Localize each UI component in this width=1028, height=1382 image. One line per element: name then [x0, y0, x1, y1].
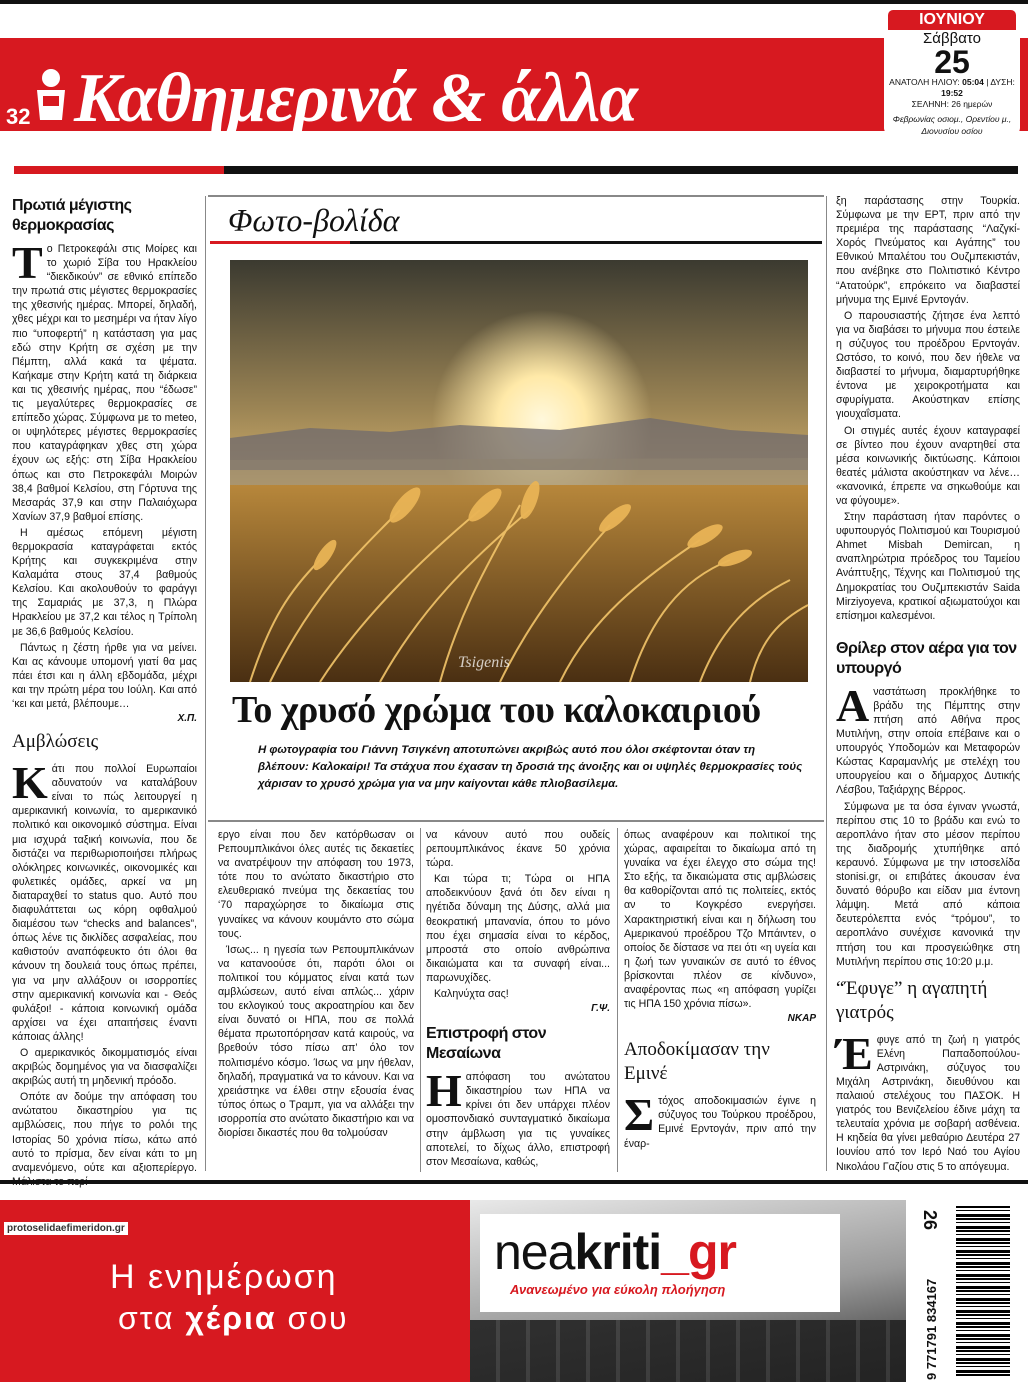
photo-bottom-rule: [208, 820, 824, 822]
heat-signature: Χ.Π.: [177, 713, 197, 725]
column-rule: [617, 828, 618, 1172]
ad-slogan-line-2: στα χέρια σου: [118, 1300, 349, 1336]
abortion-continued-4: Και τώρα τι; Τώρα οι ΗΠΑ αποδεικνύουν ξανά ότι δεν είναι η ηγέτιδα δύναμη της Δύσης, αλλά μια θεοκρατική μπανανία, όπου το μόνο που έχει σημασία είναι το κέρδος, μπροστά στο οποίο ανθρώπινα δικαιώματα και τα συναφή είναι... παρωνυχίδες.: [426, 873, 610, 984]
photo-top-rule: [208, 195, 824, 197]
name-days-2: Διονυσίου οσίου: [921, 126, 983, 136]
ad-banner: [0, 1200, 906, 1382]
headline-thriller: Θρίλερ στον αέρα για τον υπουργό: [836, 639, 1017, 677]
middle-ages-continued: όπως αναφέρουν και πολιτικοί της χώρας, αφαιρείται το δικαίωμα από τη γυναίκα να έχει έλεγχο στο σώμα της! Στο εξής, τα δικαιώματα στις αμβλώσεις θα καθορίζονται από τις πολιτείες, εκτός αν το Κογκρέσο ενεργήσει. Χαρακτηριστική είναι και η δήλωση του Αμερικανού προέδρου Τζο Μπάιντεν, ο οποίος δε δίστασε να πει ότι «η υγεία και η ζωή των γυναικών σε αυτό το έθνος βρίσκονται πλέον σε κίνδυνο», αναφέροντας πως «η απόφαση γυρίζει τις ΗΠΑ 150 χρόνια πίσω».: [624, 829, 816, 1011]
abortion-signature: Γ.Ψ.: [591, 1003, 610, 1015]
middle-column-1: [218, 828, 414, 1172]
top-rule: [0, 0, 1028, 4]
photo-headline: Το χρυσό χρώμα του καλοκαιριού: [232, 689, 761, 731]
header-underline-red: [14, 166, 224, 174]
dropcap: Η: [426, 1065, 462, 1117]
middle-ages-signature: ΝΚΑΡ: [787, 1013, 816, 1025]
column-rule: [420, 828, 421, 1172]
column-rule: [826, 196, 827, 1171]
mascot-icon: [34, 66, 68, 122]
dropcap: Α: [836, 679, 870, 731]
ad-top-rule: [0, 1180, 1028, 1184]
kicker-rule-red: [210, 241, 350, 244]
headline-doctor: “Έφυγε” η αγαπητή γιατρός: [836, 977, 988, 1023]
photo-caption: Η φωτογραφία του Γιάννη Τσιγκένη αποτυπώνει ακριβώς αυτό που όλοι σκέφτονται όταν τη βλέπουν: Καλοκαίρι! Τα στάχυα που έχασαν τη δροσιά της άνοιξης και οι υψηλές θερμοκρασίες τούς χάρισαν το χρυσό χρώμα για να μην καίγονται κάθε πλιοβασίλεμα.: [258, 744, 803, 790]
doctor-paragraph: Έφυγε από τη ζωή η γιατρός Ελένη Παπαδοπούλου-Αστρινάκη, σύζυγος του Μιχάλη Αστρινάκη, διευθύνου και παλαιού στελέχους του ΠΑΣΟΚ. Η γιατρός του Βενιζελείου έδινε μάχη τα τελευταία χρόνια με σοβαρή ασθένεια. Η κηδεία θα γίνει μεθαύριο Δευτέρα 27 Ιουνίου από τον Ιερό Ναό του Αγίου Νικολάου Γαζίου στις 5 το απόγευμα.: [836, 1027, 1020, 1173]
dropcap: Τ: [12, 237, 43, 288]
emine-continued-3: Οι στιγμές αυτές έχουν καταγραφεί σε βίντεο που έχουν αναρτηθεί στα μέσα κοινωνικής δικτύωσης. Κάποιοι θεατές μάλιστα ακούστηκαν να λένε… «κανονικά, έπρεπε να σηκωθούμε και να φύγουμε».: [836, 424, 1020, 507]
issue-number: 26: [920, 1210, 940, 1231]
sun-times: ΑΝΑΤΟΛΗ ΗΛΙΟΥ: 05:04 | ΔΥΣΗ: 19:52: [889, 77, 1015, 98]
section-title: Καθημερινά & άλλα: [74, 60, 637, 137]
date-weekday: Σάββατο: [923, 30, 981, 47]
emine-continued-4: Στην παράσταση ήταν παρόντες ο υφυπουργός Πολιτισμού και Τουρισμού Ahmet Misbah Demircan, η αναπληρώτρια πρόεδρος του Ταμείου Ανάπτυξης, Τέχνης και Πολιτισμού της Δημοκρατίας του Ουζμπεκιστάν Saida Mirziyoyeva, κρατικοί αξιωματούχοι και επίσημοι καλεσμένοι.: [836, 511, 1020, 622]
left-column: [12, 196, 197, 1174]
middle-column-3: [624, 828, 816, 1172]
dropcap: Σ: [624, 1089, 655, 1141]
date-box: [884, 6, 1020, 134]
middle-ages-paragraph: Ηαπόφαση του ανώτατου δικαστηρίου των ΗΠΑ να κρίνει ότι δεν υπάρχει πλέον ομοσπονδιακό συνταγματικό δικαίωμα στην άμβλωση για τις γυναίκες αποτελεί, το δίχως άλλο, επιστροφή στον Μεσαίωνα, καθώς,: [426, 1065, 610, 1168]
abortion-continued-1: εργο είναι που δεν κατόρθωσαν οι Ρεπουμπλικάνοι όλες αυτές τις δεκαετίες να ανατρέψουν την απόφαση του 1973, τότε που το ανώτατο δικαστήριο στο ελευθεριακό πνεύμα της δεκαετίας του ‘70 παραχώρησε το δικαίωμα στις γυναίκες να κάνουν κουμάντο στο σώμα τους.: [218, 829, 414, 940]
abortion-paragraph-1: Κάτι που πολλοί Ευρωπαίοι αδυνατούν να καταλάβουν είναι το πώς λειτουργεί η αμερικανική κοινωνία, το αμερικανικό πολιτικό και οικονομικό σύστημα. Είναι μια ισχυρά ταξική κοινωνία, που δε διστάζει να περιθωριοποιήσει πλήρως ολόκληρες κοινωνικές, οικονομικές και φυλετικές ομάδες, αρκεί να μη διαταραχθεί το status quo. Αυτό που διαφυλάττεται ως κόρη οφθαλμού διαμέσου των “checks and balances”, όπως λένε τις δικλίδες ασφαλείας, που καθιστούν αναπόφευκτο ότι όλοι θα κάνουν τη δουλειά τους όπως πρέπει, για να μην αλλάξουν οι ισορροπίες στην αμερικανική κοινωνία και - Θεός φυλάξοι! - κάποια κοινωνική ομάδα αρχίσει να έχει απαιτήσεις έναντι κάποιας άλλης!: [12, 757, 197, 1043]
ad-keyboard: [470, 1320, 906, 1382]
dropcap: Έ: [836, 1027, 873, 1079]
emine-continued-1: ξη παράστασης στην Τουρκία. Σύμφωνα με την ΕΡΤ, πριν από την πρεμιέρα της παράστασης “Λαζγκί-Χορός Πνεύματος και Αγάπης” του Εθνικού Μπαλέτου του Ουζμπεκιστάν, που ανέβηκε στο Πολιτιστικό Κέντρο “Ατατούρκ”, επρόκειτο να διαβαστεί μήνυμα της Εμινέ Ερντογάν.: [836, 195, 1020, 306]
barcode-bars: [956, 1206, 1010, 1376]
name-days-1: Φεβρωνίας οσιομ., Ορεντίου μ.,: [892, 114, 1012, 124]
heat-paragraph-1: Το Πετροκεφάλι στις Μοίρες και το χωριό Σίβα του Ηρακλείου “διεκδικούν” σε εθνικό επίπεδο την πρωτιά στις μέγιστες θερμοκρασίες της χθεσινής ημέρας. Μπορεί, δηλαδή, χθες μέχρι και το μεσημέρι να ήταν λίγο πιο “υποφερτή” η κατάσταση για μας εδώ στην Κρήτη σε σχέση με την Πέμπτη, αλλά κακά τα ψέματα. Καήκαμε στην Κρήτη κατά τη διάρκεια και τις χθεσινής ημέρας, που “έδωσε” τις μεγαλύτερες θερμοκρασίες σε επίπεδο χώρας. Σύμφωνα με το meteo, οι υψηλότερες μέγιστες θερμοκρασίες που καταγράφηκαν χθες στη χώρα έχουν ως εξής: στη Σίβα Ηρακλείου όπως και στο Πετροκεφάλι Μοιρών 38,4 βαθμοί Κελσίου, στη Γόρτυνα της Μεσαράς 37,9 και στην Παλαιόχωρα Χανίων 37,9 βαθμοί επίσης.: [12, 237, 197, 523]
ad-tagline: Ανανεωμένο για εύκολη πλοήγηση: [510, 1282, 726, 1297]
abortion-paragraph-2: Ο αμερικανικός δικομματισμός είναι ακριβώς δομημένος για να διασφαλίζει ακριβώς αυτή τη μηδενική πρόοδο.: [12, 1046, 197, 1088]
abortion-continued-3: να κάνουν αυτό που ουδείς ρεπουμπλικάνος έκανε 50 χρόνια τώρα.: [426, 829, 610, 870]
abortion-paragraph-3: Οπότε αν δούμε την απόφαση του ανώτατου δικαστηρίου για τις αμβλώσεις, που πήγε το ρολόι της Ιστορίας 50 χρόνια πίσω, κάτω από αυτό το πρίσμα, δεν είναι κάτι το μη αναμενόμενο, ούτε και αξιοπερίεργο.: [12, 1091, 197, 1174]
dropcap: Κ: [12, 757, 48, 809]
date-day: 25: [934, 44, 970, 80]
middle-column-2: [426, 828, 610, 1172]
heat-paragraph-2: Η αμέσως επόμενη μέγιστη θερμοκρασία καταγράφεται εκτός Κρήτης και συγκεκριμένα στην Καλαμάτα στους 37,4 βαθμούς Κελσίου. Και ακολουθούν το φαράγγι της Σαμαριάς με 37,3, η Πλώρα Ηρακλείου με 37,2 και τέλος η Τρίπολη με 36,6 βαθμούς Κελσίου.: [12, 526, 197, 638]
barcode: [912, 1200, 1024, 1380]
heat-paragraph-3: Πάντως η ζέστη ήρθε για να μείνει. Και ας κάνουμε υπομονή γιατί θα μας πάει έτσι και η άλλη εβδομάδα, μέχρι και την πρώτη μέρα του Ιούλη. Και από ‘κει και μετά, βλέπουμε…: [12, 641, 197, 710]
headline-heat: Πρωτιά μέγιστης θερμοκρασίας: [12, 197, 132, 234]
abortion-continued-5: Καληνύχτα σας!: [434, 988, 509, 1001]
source-tag: protoselidaefimeridon.gr: [4, 1222, 128, 1235]
photo-watermark: Tsigenis: [458, 654, 510, 671]
column-rule: [205, 196, 206, 1171]
right-column: [836, 194, 1020, 1172]
ad-brand-logo: neakriti_gr: [494, 1224, 736, 1280]
headline-middle-ages: Επιστροφή στον Μεσαίωνα: [426, 1025, 547, 1063]
headline-emine: Αποδοκίμασαν την Εμινέ: [624, 1039, 770, 1085]
barcode-digits: 9 771791 834167: [924, 1278, 939, 1380]
emine-paragraph-1: Στόχος αποδοκιμασιών έγινε η σύζυγος του Τούρκου προέδρου, Εμινέ Ερντογάν, πριν από την έναρ-: [624, 1089, 816, 1150]
ad-slogan-line-1: Η ενημέρωση: [110, 1258, 338, 1296]
thriller-paragraph-1: Αναστάτωση προκλήθηκε το βράδυ της Πέμπτης στην πτήση από Αθήνα προς Μυτιλήνη, στην οποία επέβαινε και ο υπουργός Υποδομών και Μεταφορών Κώστας Καραμανλής με στελέχη του υπουργείου και ο δήμαρχος Δυτικής Λέσβου, Ταξιάρχης Βέρρος.: [836, 679, 1020, 797]
moon-age: ΣΕΛΗΝΗ: 26 ημερών: [911, 99, 993, 109]
emine-continued-2: Ο παρουσιαστής ζήτησε ένα λεπτό για να διαβάσει το μήνυμα που έστειλε η σύζυγος του προέδρου Ερντογάν. Ωστόσο, το κοινό, που δεν ήθελε να διαβαστεί το μήνυμα, διαμαρτυρήθηκε έντονα με χειροκροτήματα και σφυρίγματα. Ακούστηκαν επίσης γιουχαΐσματα.: [836, 309, 1020, 421]
page-number: 32: [6, 104, 31, 129]
wheat-photo: [230, 260, 808, 682]
photo-kicker: Φωτο-βολίδα: [228, 202, 400, 238]
thriller-paragraph-2: Σύμφωνα με τα όσα έγιναν γνωστά, περίπου στις 10 το βράδυ και ενώ το αεροπλάνο ήταν στο μέσον περίπου της διαδρομής χτυπήθηκε από κεραυνό. Σύμφωνα με την ιστοσελίδα stonisi.gr, οι επιβάτες άκουσαν ένα δυνατό θόρυβο και είδαν μια έντονη λάμψη. Μετά από κάποια δευτερόλεπτα ενός “τρόμου”, το αεροπλάνο συνέχισε κανονικά την πτήση του και προσγειώθηκε στη Μυτιλήνη περίπου στις 10:20 μ.μ.: [836, 800, 1020, 968]
date-month: ΙΟΥΝΙΟΥ: [888, 10, 1016, 30]
headline-abortion: Αμβλώσεις: [12, 731, 99, 753]
abortion-continued-2: Ίσως... η ηγεσία των Ρεπουμπλικάνων να κατανοούσε ότι, παρότι όλοι οι πολιτικοί του κόμματος είναι κατά των αμβλώσεων, αυτό είναι απλώς... χάριν του εκλογικού τους ακροατηρίου και δεν είναι δυνατό οι ΗΠΑ, που σε πολλά θέματα πρωτοπόρησαν κατά καιρούς, να βρεθούν τόσο πίσω απ’ όλο τον πολιτισμένο κόσμο. Ίσως να μην ήθελαν, δηλαδή, πραγματικά να το κάνουν. Και να χρειάστηκε να έλθει στην εξουσία ένας τύπος όπως ο Τραμπ, για να αλλάξει την ισορροπία στο ανώτατο δικαστήριο και να διορίσει δικαστές που θα τολμούσαν: [218, 943, 414, 1139]
